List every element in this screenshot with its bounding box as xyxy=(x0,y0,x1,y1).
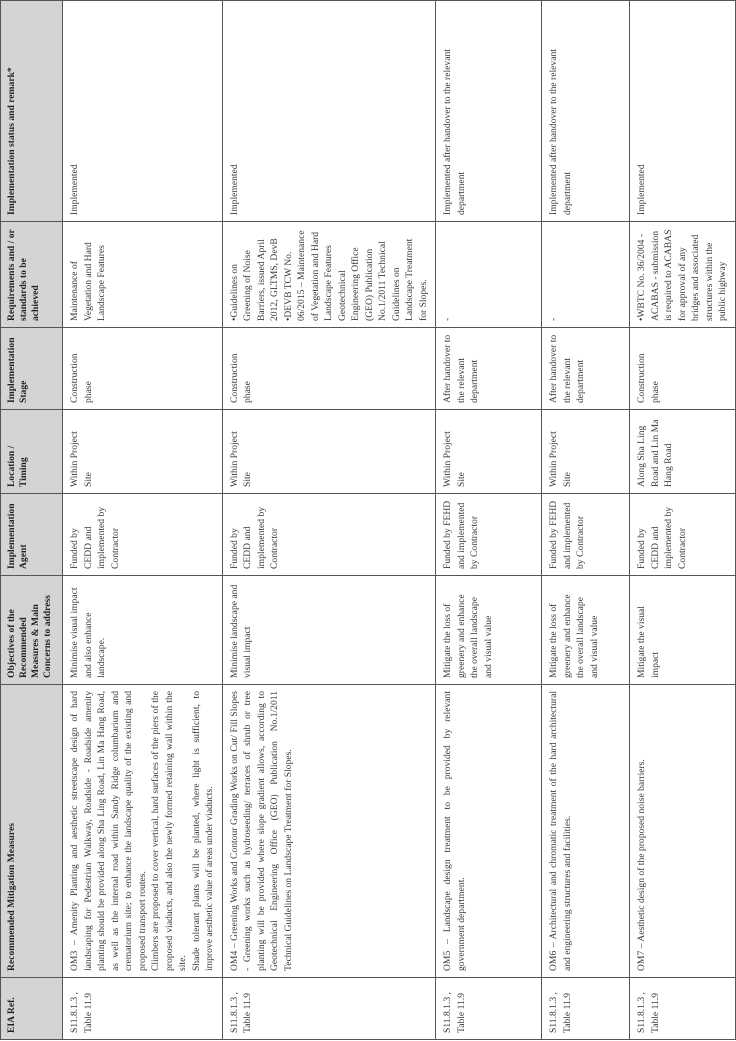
table-header-row xyxy=(1,1,63,1040)
cell-objective: Mitigate the visual impact xyxy=(630,576,736,685)
requirements-extra: Geotechnical Engineering Office (GEO) Publication No.1/2011 Technical Guidelines on Landscape Treatment for Slopes. xyxy=(336,238,429,321)
header-implementation-agent: Implementation Agent xyxy=(1,494,63,576)
cell-status: Implemented xyxy=(630,1,736,222)
cell-stage: Construction phase xyxy=(63,328,223,410)
cell-agent: Funded by CEDD and implemented by Contractor xyxy=(630,494,736,576)
cell-objective: Minimise landscape and visual impact xyxy=(222,576,436,685)
table-row xyxy=(630,1,736,1040)
cell-mitigation-measure xyxy=(436,685,542,978)
cell-status: Implemented xyxy=(222,1,436,222)
cell-stage: After handover to the relevant department xyxy=(542,328,630,410)
measure-text: OM5 – Landscape design treatment to be provided by relevant government department. xyxy=(442,691,467,971)
cell-eia-ref: S11.8.1.3 , Table 11.9 xyxy=(63,978,223,1040)
cell-requirements xyxy=(630,222,736,328)
requirements-item: • WBTC No. 36/2004 - ACABAS - submission is required to ACABAS for approval of any bridges and associated structures within the public highway xyxy=(635,228,730,321)
cell-agent: Funded by CEDD and implemented by Contractor xyxy=(222,494,436,576)
table-row xyxy=(542,1,630,1040)
table-row xyxy=(436,1,542,1040)
requirements-item: • Guidelines on Greening of Noise Barriers, issued April 2012, GLTMS, DevB xyxy=(228,228,282,321)
header-status: Implementation status and remark* xyxy=(1,1,63,222)
cell-stage: Construction phase xyxy=(630,328,736,410)
header-location-timing: Location / Timing xyxy=(1,410,63,494)
cell-objective: Mitigate the loss of greenery and enhance the overall landscape and visual value xyxy=(436,576,542,685)
cell-location: Within Project Site xyxy=(63,410,223,494)
cell-mitigation-measure xyxy=(630,685,736,978)
cell-agent: Funded by FEHD and implemented by Contractor xyxy=(436,494,542,576)
cell-status: Implemented xyxy=(63,1,223,222)
measure-text: OM4 – Greening Works and Contour Grading Works on Cut/ Fill Slopes - Greening works such as hydroseeding/ terraces of shrub or tree planting will be provided where slope gradient allows, according to Geotechnical Engineering Office (GEO) Publication No.1/2011 Technical Guidelines on Landscape Treatment for Slopes. xyxy=(228,691,294,971)
rotated-table-wrapper xyxy=(0,1,728,1040)
header-mitigation-measures: Recommended Mitigation Measures xyxy=(1,685,63,978)
cell-eia-ref: S11.8.1.3 , Table 11.9 xyxy=(542,978,630,1040)
cell-stage: After handover to the relevant department xyxy=(436,328,542,410)
cell-location: Within Project Site xyxy=(222,410,436,494)
cell-agent: Funded by FEHD and implemented by Contractor xyxy=(542,494,630,576)
header-objectives: Objectives of the Recommended Measures & Main Concerns to address xyxy=(1,576,63,685)
requirements-item: • DEVB TCW No. 06/2015 – Maintenance of Vegetation and Hard Landscape Features xyxy=(282,228,336,321)
table-row xyxy=(222,1,436,1040)
cell-status: Implemented after handover to the relevant department xyxy=(436,1,542,222)
cell-location: Within Project Site xyxy=(542,410,630,494)
cell-eia-ref: S11.8.1.3 , Table 11.9 xyxy=(222,978,436,1040)
header-requirements: Requirements and / or standards to be achieved xyxy=(1,222,63,328)
measure-text: OM3 – Amenity Planting and aesthetic streetscape design of hard landscaping for Pedestrian Walkway, Roadside - Roadside amenity planting should be provided along Sha Ling Road, Lin Ma Hang Road, as well as the internal road within Sandy Ridge columbarium and crematorium site; to enhance the landscape quality of the existing and proposed transport routes. xyxy=(69,691,148,971)
cell-requirements: Maintenance of Vegetation and Hard Landscape Features xyxy=(63,222,223,328)
cell-requirements: - xyxy=(436,222,542,328)
requirements-list xyxy=(228,228,336,321)
requirements-list xyxy=(635,228,730,321)
cell-requirements xyxy=(222,222,436,328)
cell-objective: Mitigate the loss of greenery and enhance the overall landscape and visual value xyxy=(542,576,630,685)
cell-requirements: - xyxy=(542,222,630,328)
cell-agent: Funded by CEDD and implemented by Contractor xyxy=(63,494,223,576)
measure-text: OM6 – Architectural and chromatic treatment of the hard architectural and engineering structures and facilities. xyxy=(548,691,573,971)
cell-mitigation-measure xyxy=(542,685,630,978)
cell-stage: Construction phase xyxy=(222,328,436,410)
cell-eia-ref: S11.8.1.3 , Table 11.9 xyxy=(630,978,736,1040)
cell-mitigation-measure xyxy=(222,685,436,978)
measure-text: OM7 – Aesthetic design of the proposed noise barriers. xyxy=(636,759,647,971)
cell-status: Implemented after handover to the relevant department xyxy=(542,1,630,222)
measure-text: Climbers are proposed to cover vertical, hard surfaces of the piers of the proposed viaducts, and also the newly formed retaining wall within the site. xyxy=(150,691,188,971)
header-implementation-stage: Implementation Stage xyxy=(1,328,63,410)
cell-eia-ref: S11.8.1.3 , Table 11.9 xyxy=(436,978,542,1040)
header-eia-ref: EIA Ref. xyxy=(1,978,63,1040)
table-row xyxy=(63,1,223,1040)
cell-location: Along Sha Ling Road and Lin Ma Hang Road xyxy=(630,410,736,494)
cell-mitigation-measure xyxy=(63,685,223,978)
cell-objective: Minimise visual impact and also enhance landscape. xyxy=(63,576,223,685)
cell-location: Within Project Site xyxy=(436,410,542,494)
measure-text: Shade tolerant plants will be planted, where light is sufficient, to improve aesthetic value of areas under viaducts. xyxy=(190,691,215,971)
